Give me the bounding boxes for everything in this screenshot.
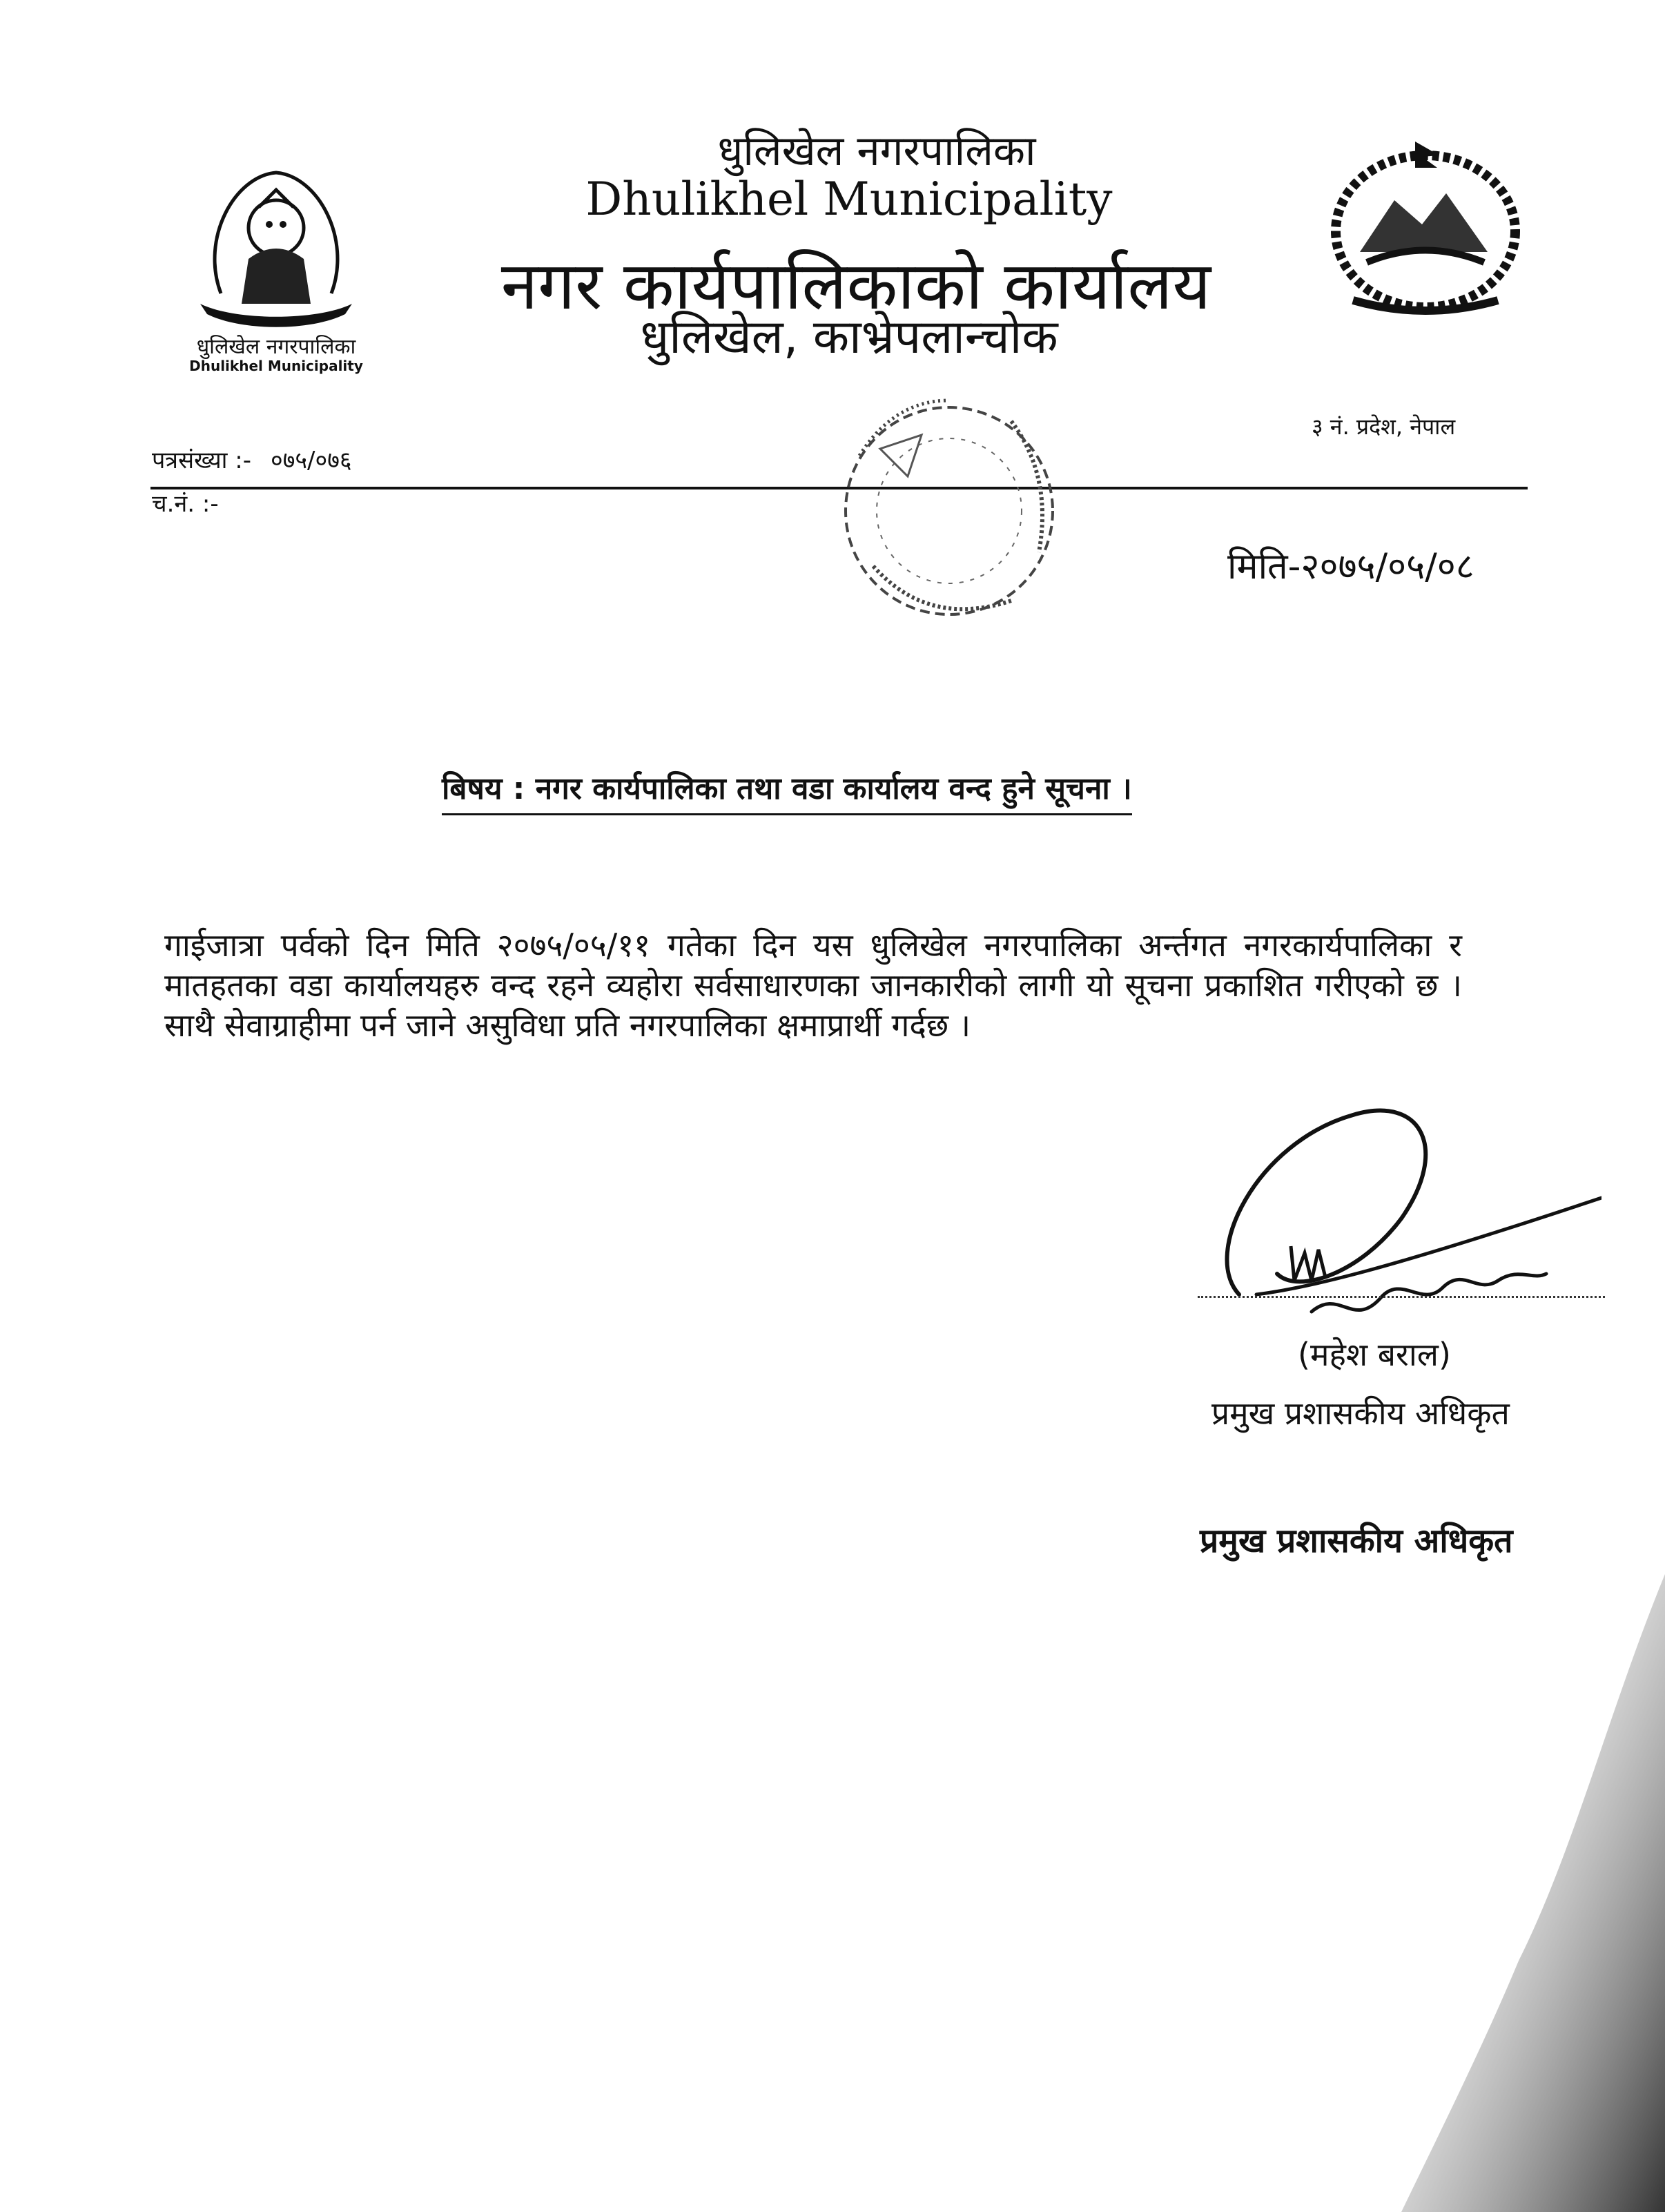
signer-name: (महेश बराल) — [1298, 1336, 1451, 1373]
letter-subject: बिषय : नगर कार्यपालिका तथा वडा कार्यालय वन्द हुने सूचना । — [442, 766, 1132, 815]
office-title: नगर कार्यपालिकाको कार्यालय — [500, 247, 1211, 324]
designation-stamp: प्रमुख प्रशासकीय अधिकृत — [1200, 1522, 1513, 1560]
municipality-name-ne: धुलिखेल नगरपालिका — [717, 127, 1036, 175]
logo-caption-en: Dhulikhel Municipality — [189, 358, 363, 374]
logo-caption-ne: धुलिखेल नगरपालिका — [196, 335, 356, 359]
signer-designation: प्रमुख प्रशासकीय अधिकृत — [1211, 1395, 1510, 1432]
letter-number-value: ०७५/०७६ — [271, 447, 352, 474]
nepal-emblem-icon — [1318, 135, 1532, 321]
letter-number-label: पत्रसंख्या :- — [152, 447, 252, 474]
letter-date: मिति-२०७५/०५/०८ — [1227, 546, 1474, 588]
office-location: धुलिखेल, काभ्रेपलान्चोक — [640, 310, 1058, 365]
handwritten-signature — [1174, 1067, 1601, 1350]
office-seal-stamp — [818, 373, 1080, 649]
notice-body: गाईजात्रा पर्वको दिन मिति २०७५/०५/११ गतेका दिन यस धुलिखेल नगरपालिका अर्न्तगत नगरकार्यपालिका र मातहतका वडा कार्यालयहरु वन्द रहने व्यहोरा सर्वसाधारणका जानकारीको लागी यो सूचना प्रकाशित गरीएको छ । साथै सेवाग्राहीमा पर्न जाने असुविधा प्रति नगरपालिका क्षमाप्रार्थी गर्दछ । — [164, 926, 1462, 1044]
letter-number — [152, 443, 352, 475]
municipality-logo — [173, 155, 380, 349]
province-label: ३ नं. प्रदेश, नेपाल — [1312, 414, 1456, 440]
municipality-name-en: Dhulikhel Municipality — [585, 173, 1113, 226]
signature-line — [1198, 1296, 1605, 1298]
scan-shadow — [1401, 1574, 1665, 2212]
dispatch-number-label: च.नं. :- — [152, 490, 219, 518]
